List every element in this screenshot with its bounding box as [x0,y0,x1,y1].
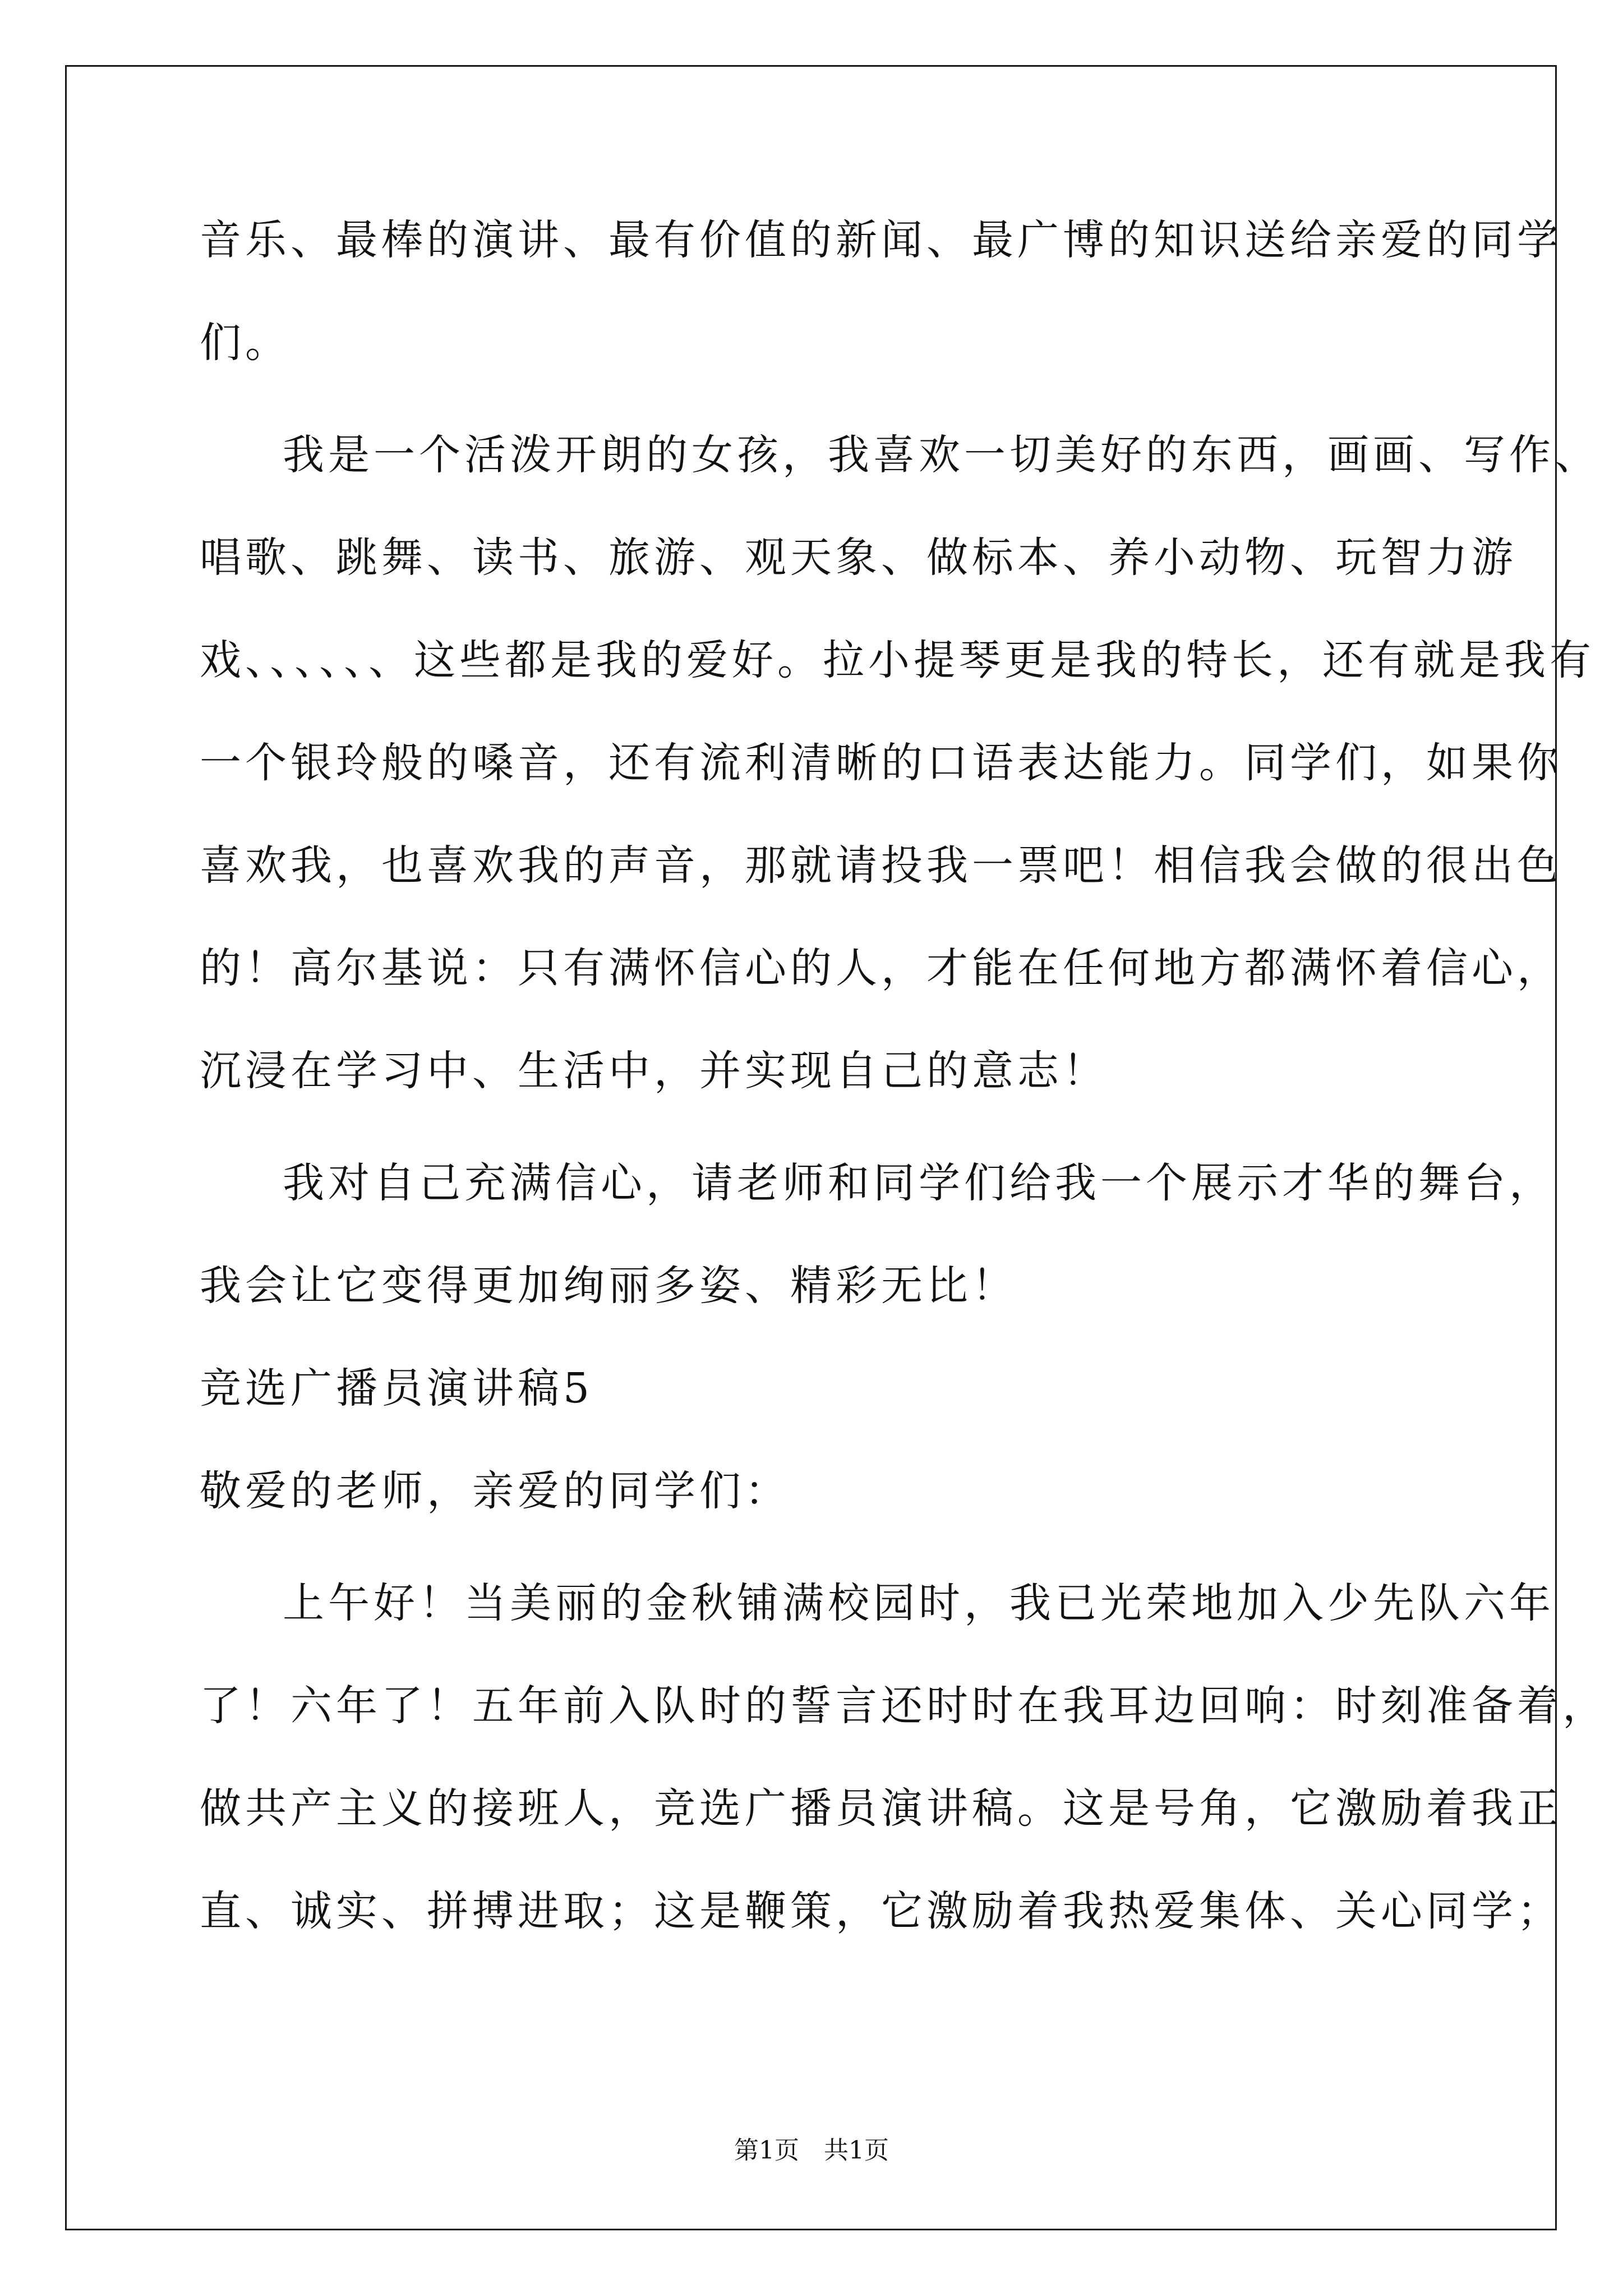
paragraph-start-line: 我对自己充满信心，请老师和同学们给我一个展示才华的舞台， [283,1159,1555,1207]
text-line-15: 了！六年了！五年前入队时的誓言还时时在我耳边回响：时刻准备着， [200,1682,1608,1730]
text-line-9: 沉浸在学习中、生活中，并实现自己的意志！ [200,1047,1108,1095]
text-line-7: 喜欢我，也喜欢我的声音，那就请投我一票吧！相信我会做的很出色 [200,841,1562,890]
text-line-11: 我会让它变得更加绚丽多姿、精彩无比！ [200,1262,1017,1310]
text-line-16: 做共产主义的接班人，竞选广播员演讲稿。这是号角，它激励着我正 [200,1784,1562,1833]
text-line-5: 戏、、、、、、这些都是我的爱好。拉小提琴更是我的特长，还有就是我有 [200,636,1595,684]
text-line-17: 直、诚实、拼搏进取；这是鞭策，它激励着我热爱集体、关心同学； [200,1887,1562,1935]
text-line-6: 一个银玲般的嗓音，还有流利清晰的口语表达能力。同学们，如果你 [200,739,1562,787]
text-line-2: 们。 [200,319,291,367]
section-heading: 竞选广播员演讲稿5 [200,1364,594,1412]
text-line-1: 音乐、最棒的演讲、最有价值的新闻、最广博的知识送给亲爱的同学 [200,216,1562,264]
salutation: 敬爱的老师，亲爱的同学们： [200,1467,790,1515]
text-line-8: 的！高尔基说：只有满怀信心的人，才能在任何地方都满怀着信心， [200,944,1562,992]
page-footer: 第1页 共1页 [734,2136,889,2165]
paragraph-start-line: 上午好！当美丽的金秋铺满校园时，我已光荣地加入少先队六年 [283,1579,1555,1627]
text-line-4: 唱歌、跳舞、读书、旅游、观天象、做标本、养小动物、玩智力游 [200,533,1517,582]
paragraph-start-line: 我是一个活泼开朗的女孩，我喜欢一切美好的东西，画画、写作、 [283,431,1600,479]
